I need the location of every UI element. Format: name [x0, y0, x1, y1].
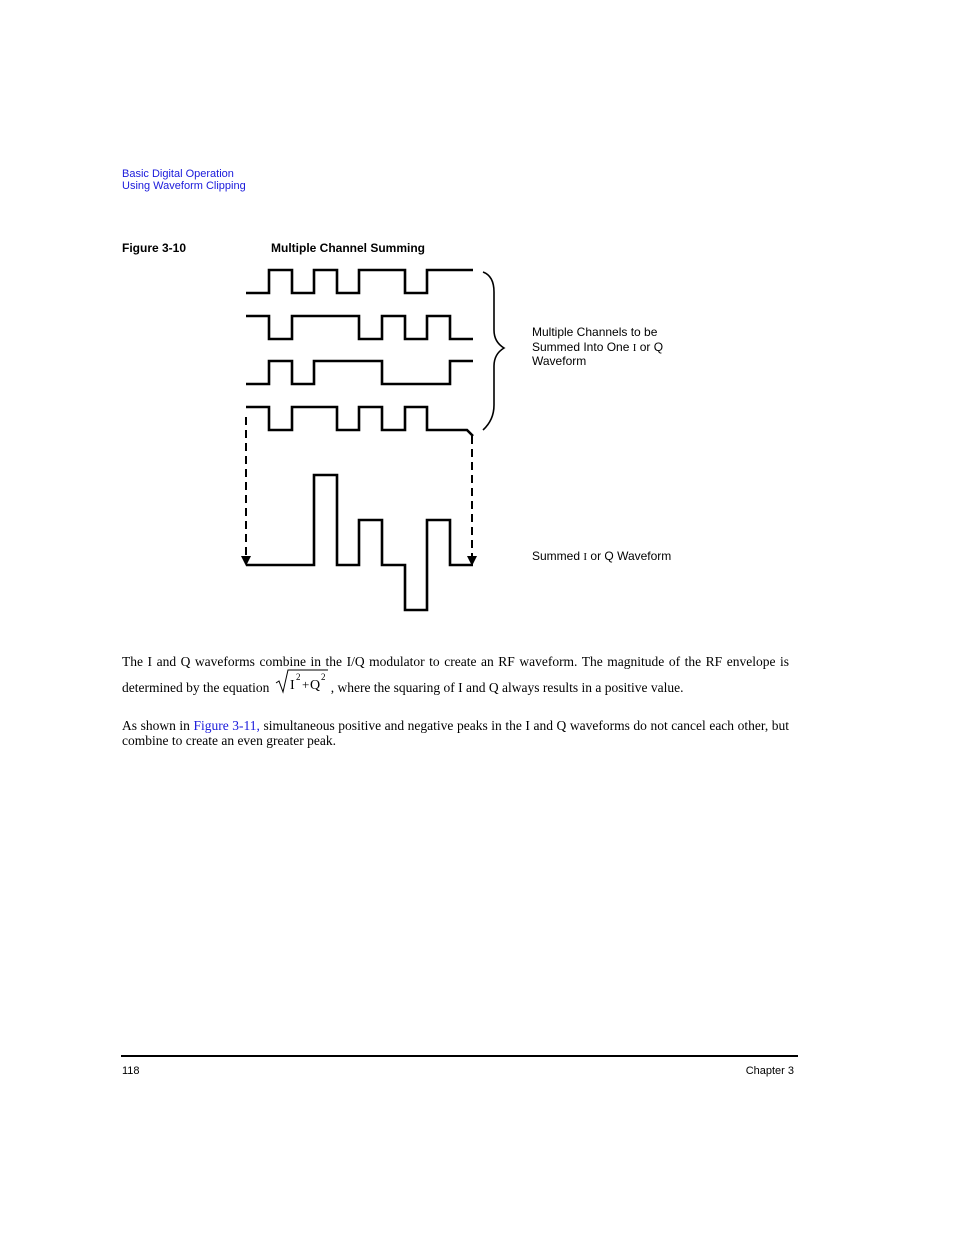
channel-4-waveform	[246, 407, 473, 436]
figure-title: Multiple Channel Summing	[271, 241, 426, 255]
svg-text:2: 2	[320, 672, 326, 682]
channels-label-line2: Summed Into One I or Q	[532, 340, 664, 354]
svg-text:2: 2	[295, 672, 301, 682]
svg-text:I: I	[289, 678, 295, 693]
breadcrumb-subsection[interactable]: Using Waveform Clipping	[122, 180, 246, 192]
page-number: 118	[122, 1065, 140, 1077]
curly-brace-icon	[483, 272, 504, 430]
channel-3-waveform	[246, 361, 473, 384]
footer-divider	[121, 1055, 798, 1057]
paragraph-2-text-end: simultaneous positive and negative peaks in the I and Q waveforms do not cancel each other, but combine to create an even greater peak.	[122, 718, 790, 748]
svg-text:Q: Q	[309, 678, 320, 693]
channel-2-waveform	[246, 316, 473, 339]
chapter-label: Chapter 3	[745, 1065, 794, 1077]
svg-text:+: +	[301, 677, 310, 692]
paragraph-rf-envelope	[122, 650, 789, 699]
paragraph-peaks	[122, 718, 789, 748]
summed-waveform-label: Summed I or Q Waveform	[532, 549, 672, 563]
channel-1-waveform	[246, 270, 473, 293]
channels-label-line1: Multiple Channels to be	[532, 325, 658, 339]
paragraph-2-text: As shown in	[122, 718, 190, 733]
channels-label-line3: Waveform	[532, 354, 587, 368]
paragraph-1-text: The I and Q waveforms combine in the I/Q modulator to create an RF waveform. The magnitude of the RF envelope is determined by the equation	[122, 654, 789, 695]
paragraph-1-text-end: , where the squaring of I and Q always results in a positive value.	[330, 680, 684, 695]
figure-number: Figure 3-10	[122, 241, 187, 255]
figure-3-11-link[interactable]: Figure 3-11,	[193, 718, 260, 733]
breadcrumb-section[interactable]: Basic Digital Operation	[122, 168, 234, 180]
summed-waveform	[246, 475, 473, 610]
magnitude-equation	[275, 673, 329, 695]
